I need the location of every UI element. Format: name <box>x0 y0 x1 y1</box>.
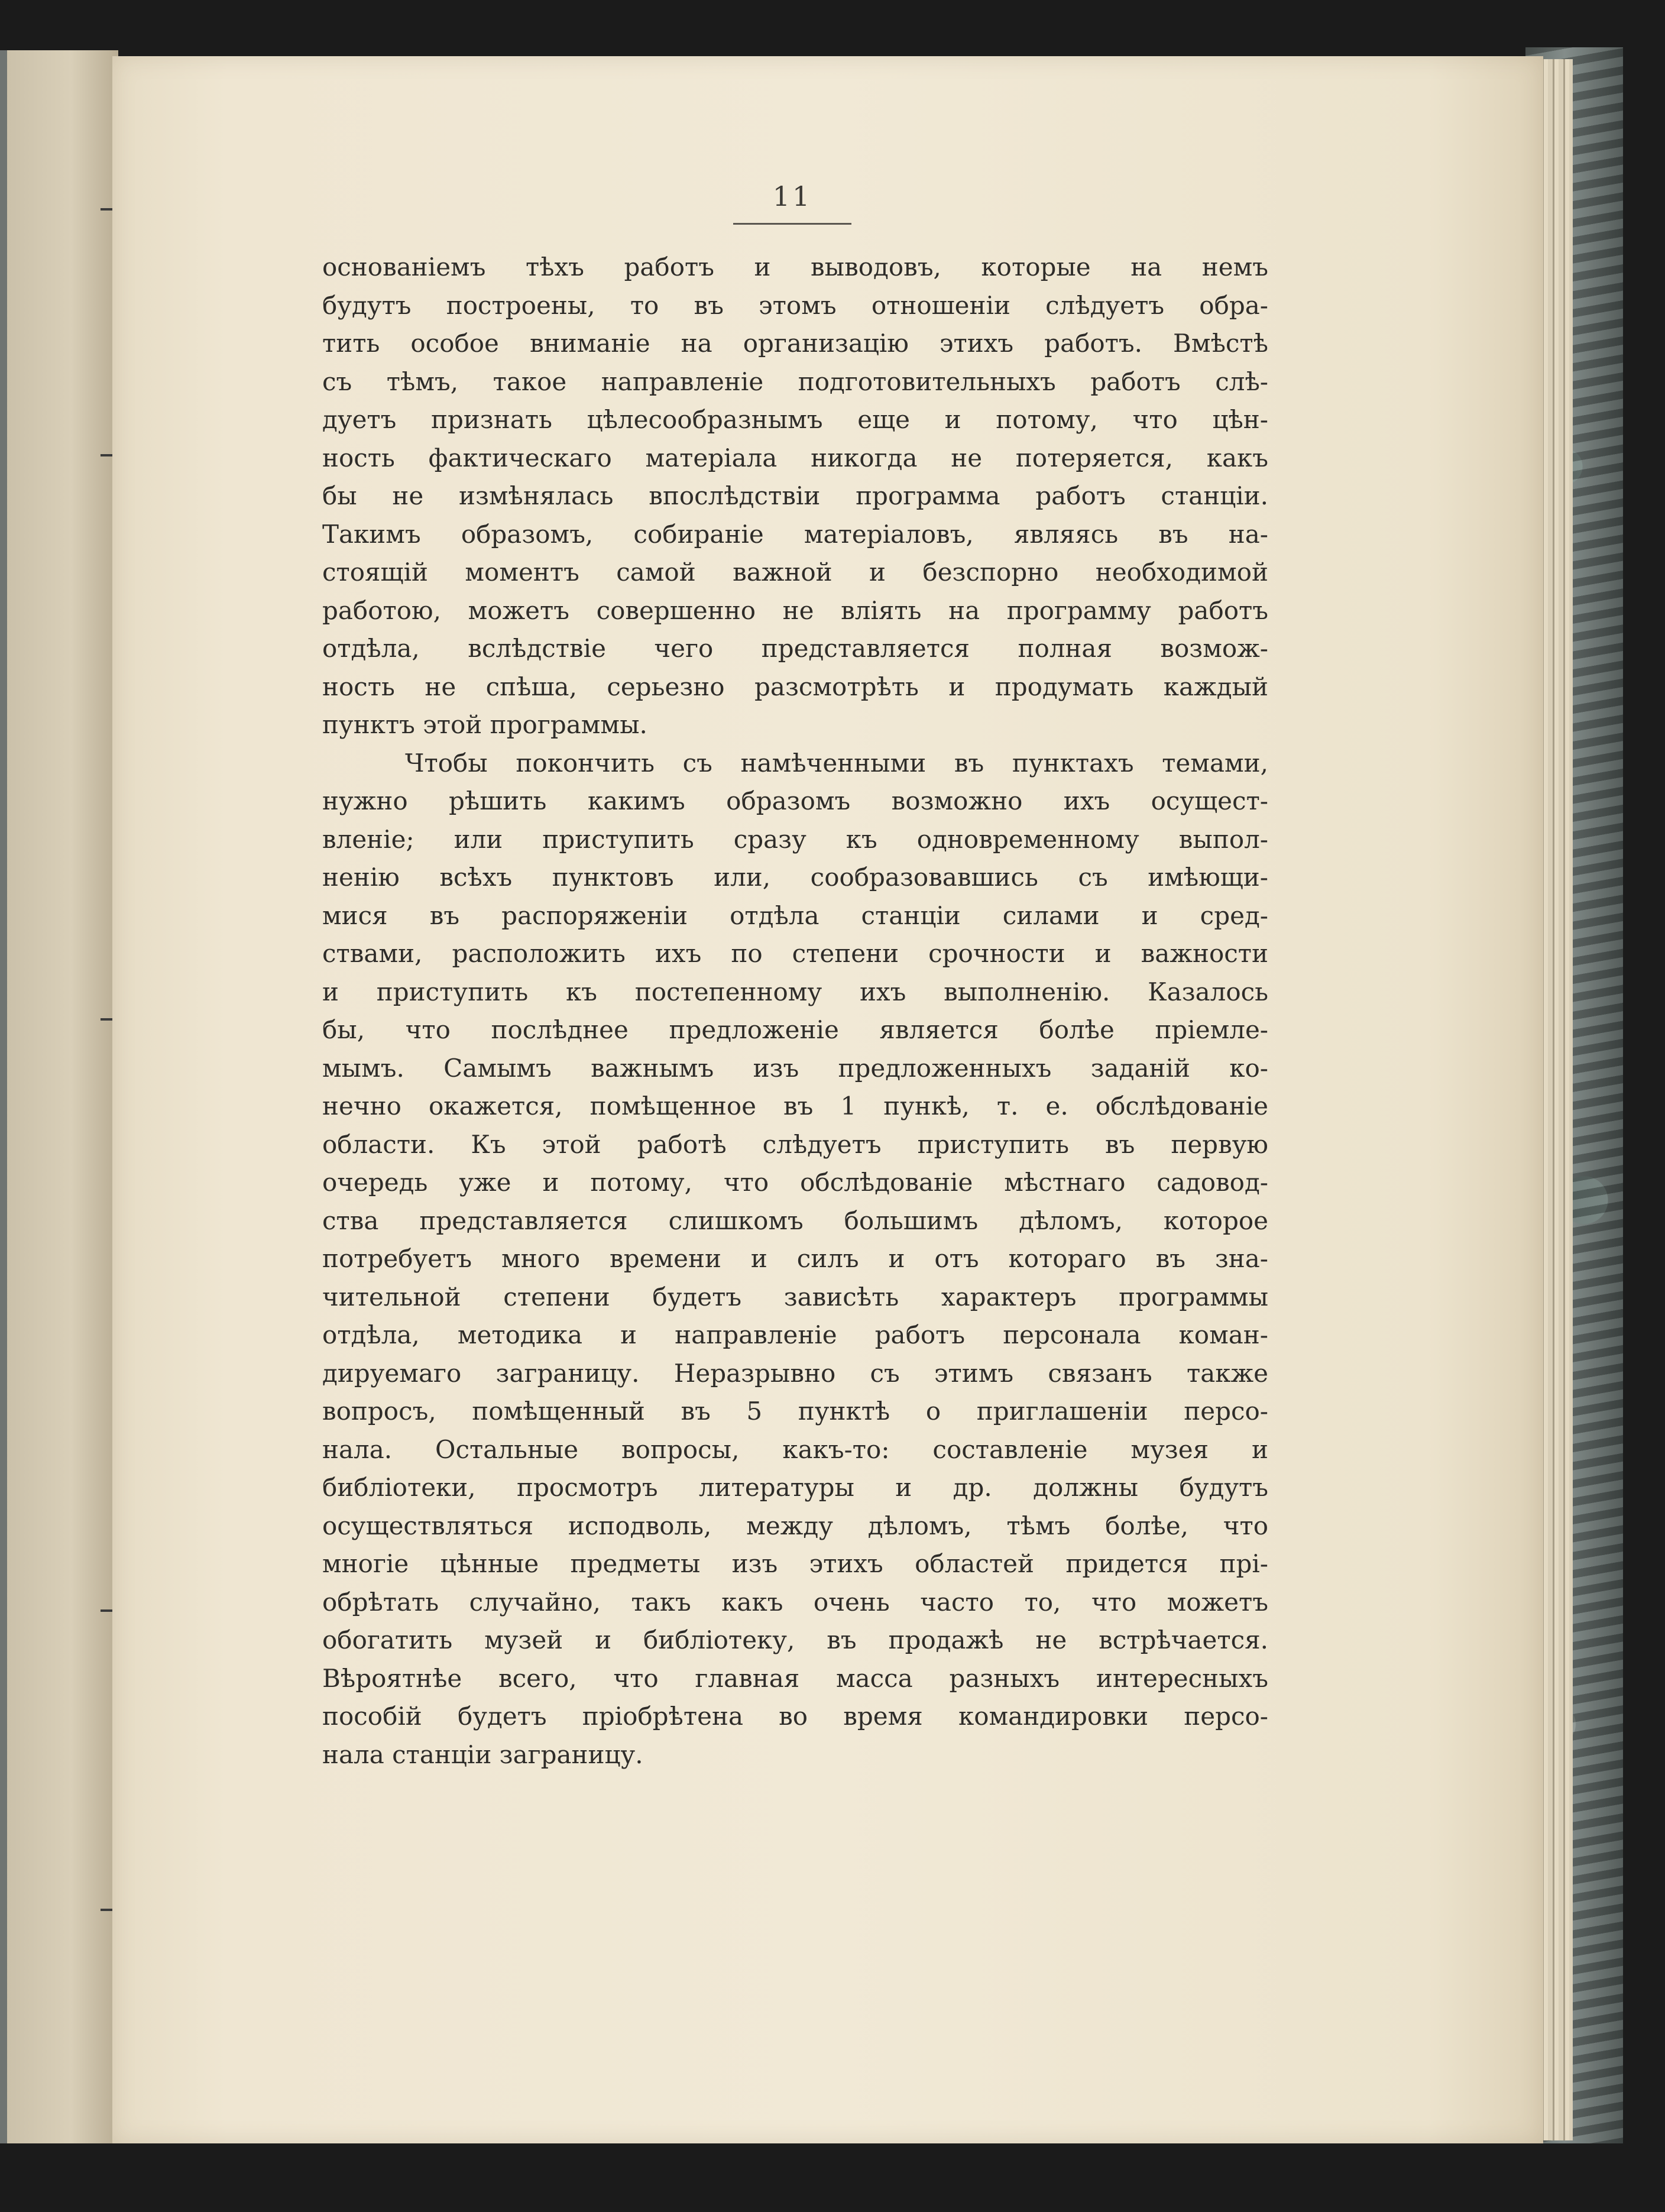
text-line: съ тѣмъ, такое направленіе подготовительныхъ работъ слѣ- <box>322 367 1268 396</box>
text-line: тить особое вниманіе на организацію этихъ работъ. Вмѣстѣ <box>322 329 1268 358</box>
text-line: дируемаго заграницу. Неразрывно съ этимъ связанъ также <box>322 1358 1268 1388</box>
text-line: нечно окажется, помѣщенное въ 1 пункѣ, т. е. обслѣдованіе <box>322 1092 1268 1120</box>
text-line: потребуетъ много времени и силъ и отъ котораго въ зна- <box>322 1244 1268 1273</box>
text-line: ность фактическаго матеріала никогда не потеряется, какъ <box>322 443 1268 472</box>
text-line: очередь уже и потому, что обслѣдованіе мѣстнаго садовод- <box>322 1168 1268 1197</box>
text-line: ства представляется слишкомъ большимъ дѣломъ, которое <box>322 1206 1268 1235</box>
text-line: нала. Остальные вопросы, какъ-то: составленіе музея и <box>322 1434 1268 1464</box>
text-line: библіотеки, просмотръ литературы и др. должны будутъ <box>322 1473 1268 1502</box>
left-book-edge <box>0 50 7 2143</box>
page-number-rule <box>733 223 851 225</box>
text-line: вленіе; или приступить сразу къ одновременному выпол- <box>322 824 1268 854</box>
text-line: ствами, расположить ихъ по степени срочности и важности <box>322 939 1268 968</box>
text-line: мися въ распоряженіи отдѣла станціи силами и сред- <box>322 901 1268 930</box>
text-line: отдѣла, вслѣдствіе чего представляется полная возмож- <box>322 634 1268 663</box>
body-text <box>322 248 1268 1774</box>
text-line: пособій будетъ пріобрѣтена во время командировки персо- <box>322 1702 1268 1731</box>
text-line: Такимъ образомъ, собираніе матеріаловъ, являясь въ на- <box>322 519 1268 549</box>
text-line: и приступить къ постепенному ихъ выполненію. Казалось <box>322 977 1268 1006</box>
page-number: 11 <box>772 180 812 212</box>
text-line: дуетъ признать цѣлесообразнымъ еще и потому, что цѣн- <box>322 405 1268 434</box>
text-line: основаніемъ тѣхъ работъ и выводовъ, которые на немъ <box>322 252 1268 281</box>
text-line: области. Къ этой работѣ слѣдуетъ приступить въ первую <box>322 1129 1268 1159</box>
text-line: работою, можетъ совершенно не вліять на программу работъ <box>322 595 1268 625</box>
text-line: многіе цѣнные предметы изъ этихъ областей придется прі- <box>322 1549 1268 1578</box>
text-line: бы, что послѣднее предложеніе является болѣе пріемле- <box>322 1015 1268 1044</box>
text-line: обрѣтать случайно, такъ какъ очень часто то, что можетъ <box>322 1587 1268 1617</box>
previous-page-strip <box>0 50 118 2143</box>
text-line: бы не измѣнялась впослѣдствіи программа работъ станціи. <box>322 481 1268 510</box>
text-line: Вѣроятнѣе всего, что главная масса разныхъ интересныхъ <box>322 1663 1268 1693</box>
text-line: чительной степени будетъ зависѣть характеръ программы <box>322 1282 1268 1311</box>
text-line: осуществляться исподволь, между дѣломъ, тѣмъ болѣе, что <box>322 1511 1268 1540</box>
text-line: Чтобы покончить съ намѣченными въ пунктахъ темами, <box>405 748 1268 778</box>
text-line: будутъ построены, то въ этомъ отношеніи слѣдуетъ обра- <box>322 290 1268 320</box>
text-line: обогатить музей и библіотеку, въ продажѣ не встрѣчается. <box>322 1625 1268 1654</box>
text-line: мымъ. Самымъ важнымъ изъ предложенныхъ заданій ко- <box>322 1053 1268 1083</box>
text-line: ненію всѣхъ пунктовъ или, сообразовавшись съ имѣющи- <box>322 863 1268 892</box>
text-line: ность не спѣша, серьезно разсмотрѣть и продумать каждый <box>322 672 1268 701</box>
text-line: стоящій моментъ самой важной и безспорно необходимой <box>322 558 1268 587</box>
text-line: отдѣла, методика и направленіе работъ персонала коман- <box>322 1320 1268 1349</box>
text-line: нала станціи заграницу. <box>322 1740 643 1769</box>
text-line: вопросъ, помѣщенный въ 5 пунктѣ о приглашеніи персо- <box>322 1397 1268 1426</box>
text-line: пунктъ этой программы. <box>322 710 647 739</box>
text-line: нужно рѣшить какимъ образомъ возможно ихъ осущест- <box>322 786 1268 815</box>
